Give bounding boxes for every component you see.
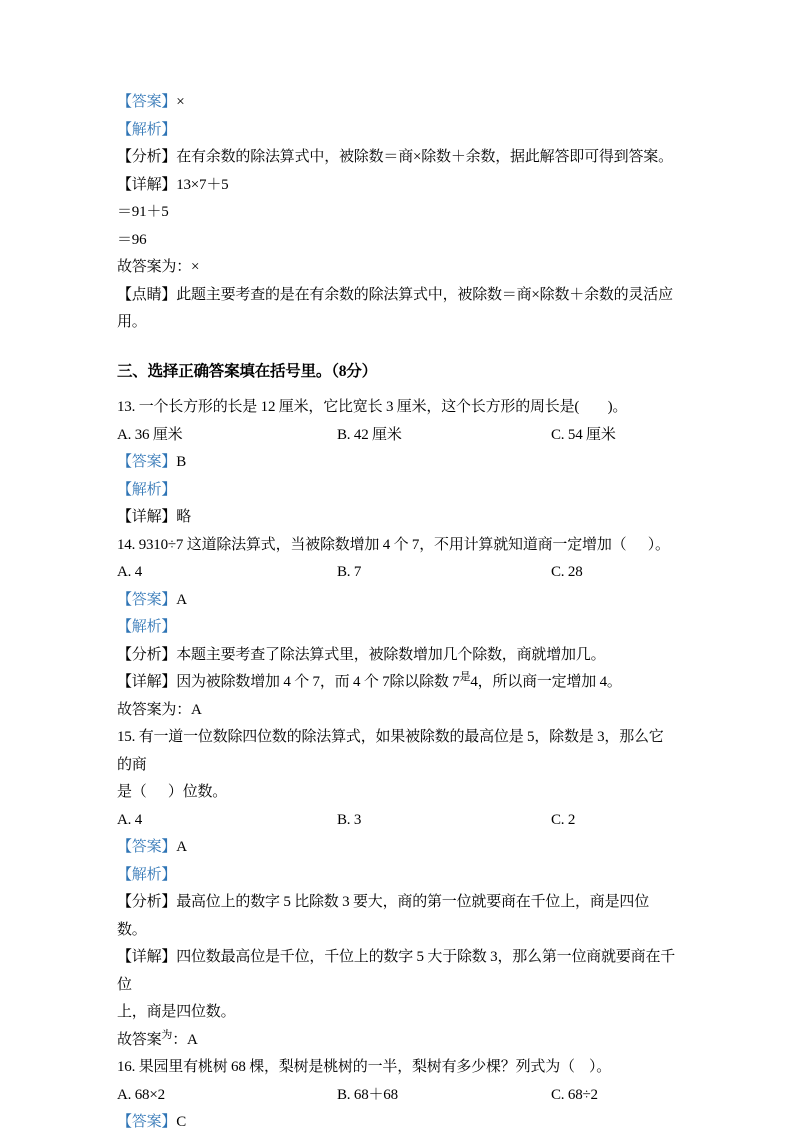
analysis-paragraph-q15: 【分析】最高位上的数字 5 比除数 3 要大，商的第一位就要商在千位上，商是四位数。 [117,894,650,938]
analysis-label: 【解析】 [117,121,177,138]
analysis-label-line-q13 [117,477,677,505]
option-b: B. 3 [337,811,362,828]
analysis-label-line-prev [117,117,677,145]
analysis-label: 【解析】 [117,866,177,883]
option-b: B. 7 [337,564,362,580]
answer-value: C [176,1114,187,1130]
detail-paragraph-q14 [117,669,677,697]
question-16-text: 16. 果园里有桃树 68 棵，梨树是桃树的一半，梨树有多少棵？列式为（ ）。 [117,1059,612,1075]
question-14-options [117,559,677,587]
analysis-label-line-q15 [117,862,677,890]
answer-label: 【答案】 [117,591,177,608]
calc-step-1: ＝91＋5 [117,204,169,220]
answer-label: 【答案】 [117,839,177,855]
answer-value: B [176,454,187,470]
analysis-paragraph-q14: 【分析】本题主要考查了除法算式里，被除数增加几个除数，商就增加几。 [117,646,606,663]
option-a: A. 68×2 [117,1086,165,1103]
answer-label: 【答案】 [117,94,177,110]
conclusion-text: 故答案 [117,1031,162,1048]
answer-label: 【答案】 [117,454,177,470]
question-15-text-line2: 是（ ）位数。 [117,784,228,800]
section-heading: 三、选择正确答案填在括号里。（8分） [117,362,377,380]
option-c: C. 28 [551,564,583,580]
superscript-char: 为 [161,1028,173,1041]
question-13-text: 13. 一个长方形的长是 12 厘米，它比宽长 3 厘米，这个长方形的周长是( )。 [117,399,628,415]
detail-paragraph-q15-line1: 【详解】四位数最高位是千位，千位上的数字 5 大于除数 3，那么第一位商就要商在千位 [117,949,676,993]
detail-paragraph-q13: 【详解】略 [117,509,192,525]
option-a: A. 4 [117,811,143,828]
note-paragraph-prev: 【点睛】此题主要考查的是在有余数的除法算式中，被除数＝商×除数＋余数的灵活应用。 [117,286,673,330]
answer-value: × [176,94,185,110]
question-16-options [117,1082,677,1110]
analysis-label: 【解析】 [117,619,177,635]
answer-line-q14 [117,587,677,615]
question-15-options [117,807,677,835]
answer-label: 【答案】 [117,1114,177,1130]
conclusion-q14: 故答案为：A [117,701,202,718]
conclusion-text: ：A [172,1031,198,1048]
answer-line-q15 [117,834,677,862]
option-b: B. 68＋68 [337,1086,398,1103]
superscript-char: 是 [459,671,471,683]
option-a: A. 4 [117,564,143,580]
answer-line-prev [117,89,677,117]
option-c: C. 68÷2 [551,1086,598,1103]
analysis-label-line-q14 [117,614,677,642]
analysis-paragraph-prev: 【分析】在有余数的除法算式中，被除数＝商×除数＋余数，据此解答即可得到答案。 [117,149,673,165]
option-a: A. 36 厘米 [117,426,183,443]
answer-line-q13 [117,449,677,477]
question-15-text-line1: 15. 有一道一位数除四位数的除法算式，如果被除数的最高位是 5，除数是 3，那么它的商 [117,729,664,773]
option-c: C. 54 厘米 [551,426,616,443]
detail-paragraph-q15-line2: 上，商是四位数。 [117,1004,236,1020]
answer-value: A [176,839,187,855]
detail-paragraph-prev: 【详解】13×7＋5 [117,176,229,193]
analysis-label: 【解析】 [117,481,177,498]
detail-text: 【详解】因为被除数增加 4 个 7，而 4 个 7除以除数 7 [117,674,460,690]
option-b: B. 42 厘米 [337,426,402,443]
question-13-options [117,422,677,450]
conclusion-q15 [117,1027,677,1055]
conclusion-prev: 故答案为：× [117,259,200,275]
answer-value: A [176,591,187,608]
detail-text: 4，所以商一定增加 4。 [470,674,622,690]
question-14-text: 14. 9310÷7 这道除法算式，当被除数增加 4 个 7，不用计算就知道商一定增加（ ）。 [117,536,670,553]
option-c: C. 2 [551,811,576,828]
calc-step-2: ＝96 [117,231,147,248]
